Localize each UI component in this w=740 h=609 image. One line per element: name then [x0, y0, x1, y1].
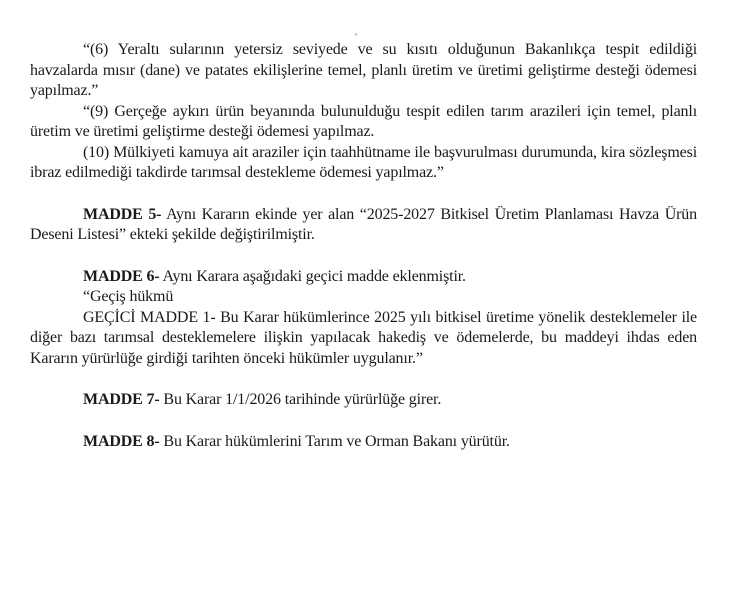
- article-label: MADDE 7-: [83, 391, 160, 408]
- document-page: [30, 40, 697, 452]
- paragraph-9: “(9) Gerçeğe aykırı ürün beyanında bulunulduğu tespit edilen tarım arazileri için temel, planlı üretim ve üretimi geliştirme desteği ödemesi yapılmaz.: [30, 102, 697, 140]
- article-text: Aynı Karara aşağıdaki geçici madde eklenmiştir.: [159, 267, 466, 285]
- paragraph-6: “(6) Yeraltı sularının yetersiz seviyede ve su kısıtı olduğunun Bakanlıkça tespit edildiği havzalarda mısır (dane) ve patates ekilişlerine temel, planlı üretim ve üretimi geliştirme desteği ödemesi yapılmaz.”: [30, 41, 697, 99]
- paragraph-10: (10) Mülkiyeti kamuya ait araziler için taahhütname ile başvurulması durumunda, kira sözleşmesi ibraz edilmediği takdirde tarımsal destekleme ödemesi yapılmaz.”: [30, 143, 697, 181]
- spacer: [30, 184, 697, 205]
- article-madde-6: [30, 267, 697, 288]
- spacer: [30, 369, 697, 390]
- article-text: Bu Karar hükümlerini Tarım ve Orman Bakanı yürütür.: [159, 432, 510, 450]
- article-text: Aynı Kararın ekinde yer alan “2025-2027 Bitkisel Üretim Planlaması Havza Ürün Deseni Listesi” ekteki şekilde değiştirilmiştir.: [30, 205, 697, 243]
- article-label: MADDE 6-: [83, 267, 160, 285]
- article-madde-7: [30, 390, 697, 411]
- article-madde-5: [30, 205, 697, 246]
- spacer: [30, 246, 697, 267]
- spacer: [30, 411, 697, 432]
- article-label: MADDE 8-: [83, 432, 160, 450]
- temporary-article-1: GEÇİCİ MADDE 1- Bu Karar hükümlerince 2025 yılı bitkisel üretime yönelik desteklemeler ile diğer bazı tarımsal desteklemelere ilişkin yapılacak hakediş ve ödemelerde, bu maddeyi ihdas eden Kararın yürürlüğe girdiği tarihten önceki hükümler uygulanır.”: [30, 308, 697, 367]
- article-label: MADDE 5-: [83, 205, 162, 223]
- article-madde-8: [30, 432, 697, 453]
- scan-artifact-mark: [354, 33, 357, 37]
- transition-provision-title: “Geçiş hükmü: [83, 288, 174, 305]
- article-text: Bu Karar 1/1/2026 tarihinde yürürlüğe girer.: [159, 391, 442, 408]
